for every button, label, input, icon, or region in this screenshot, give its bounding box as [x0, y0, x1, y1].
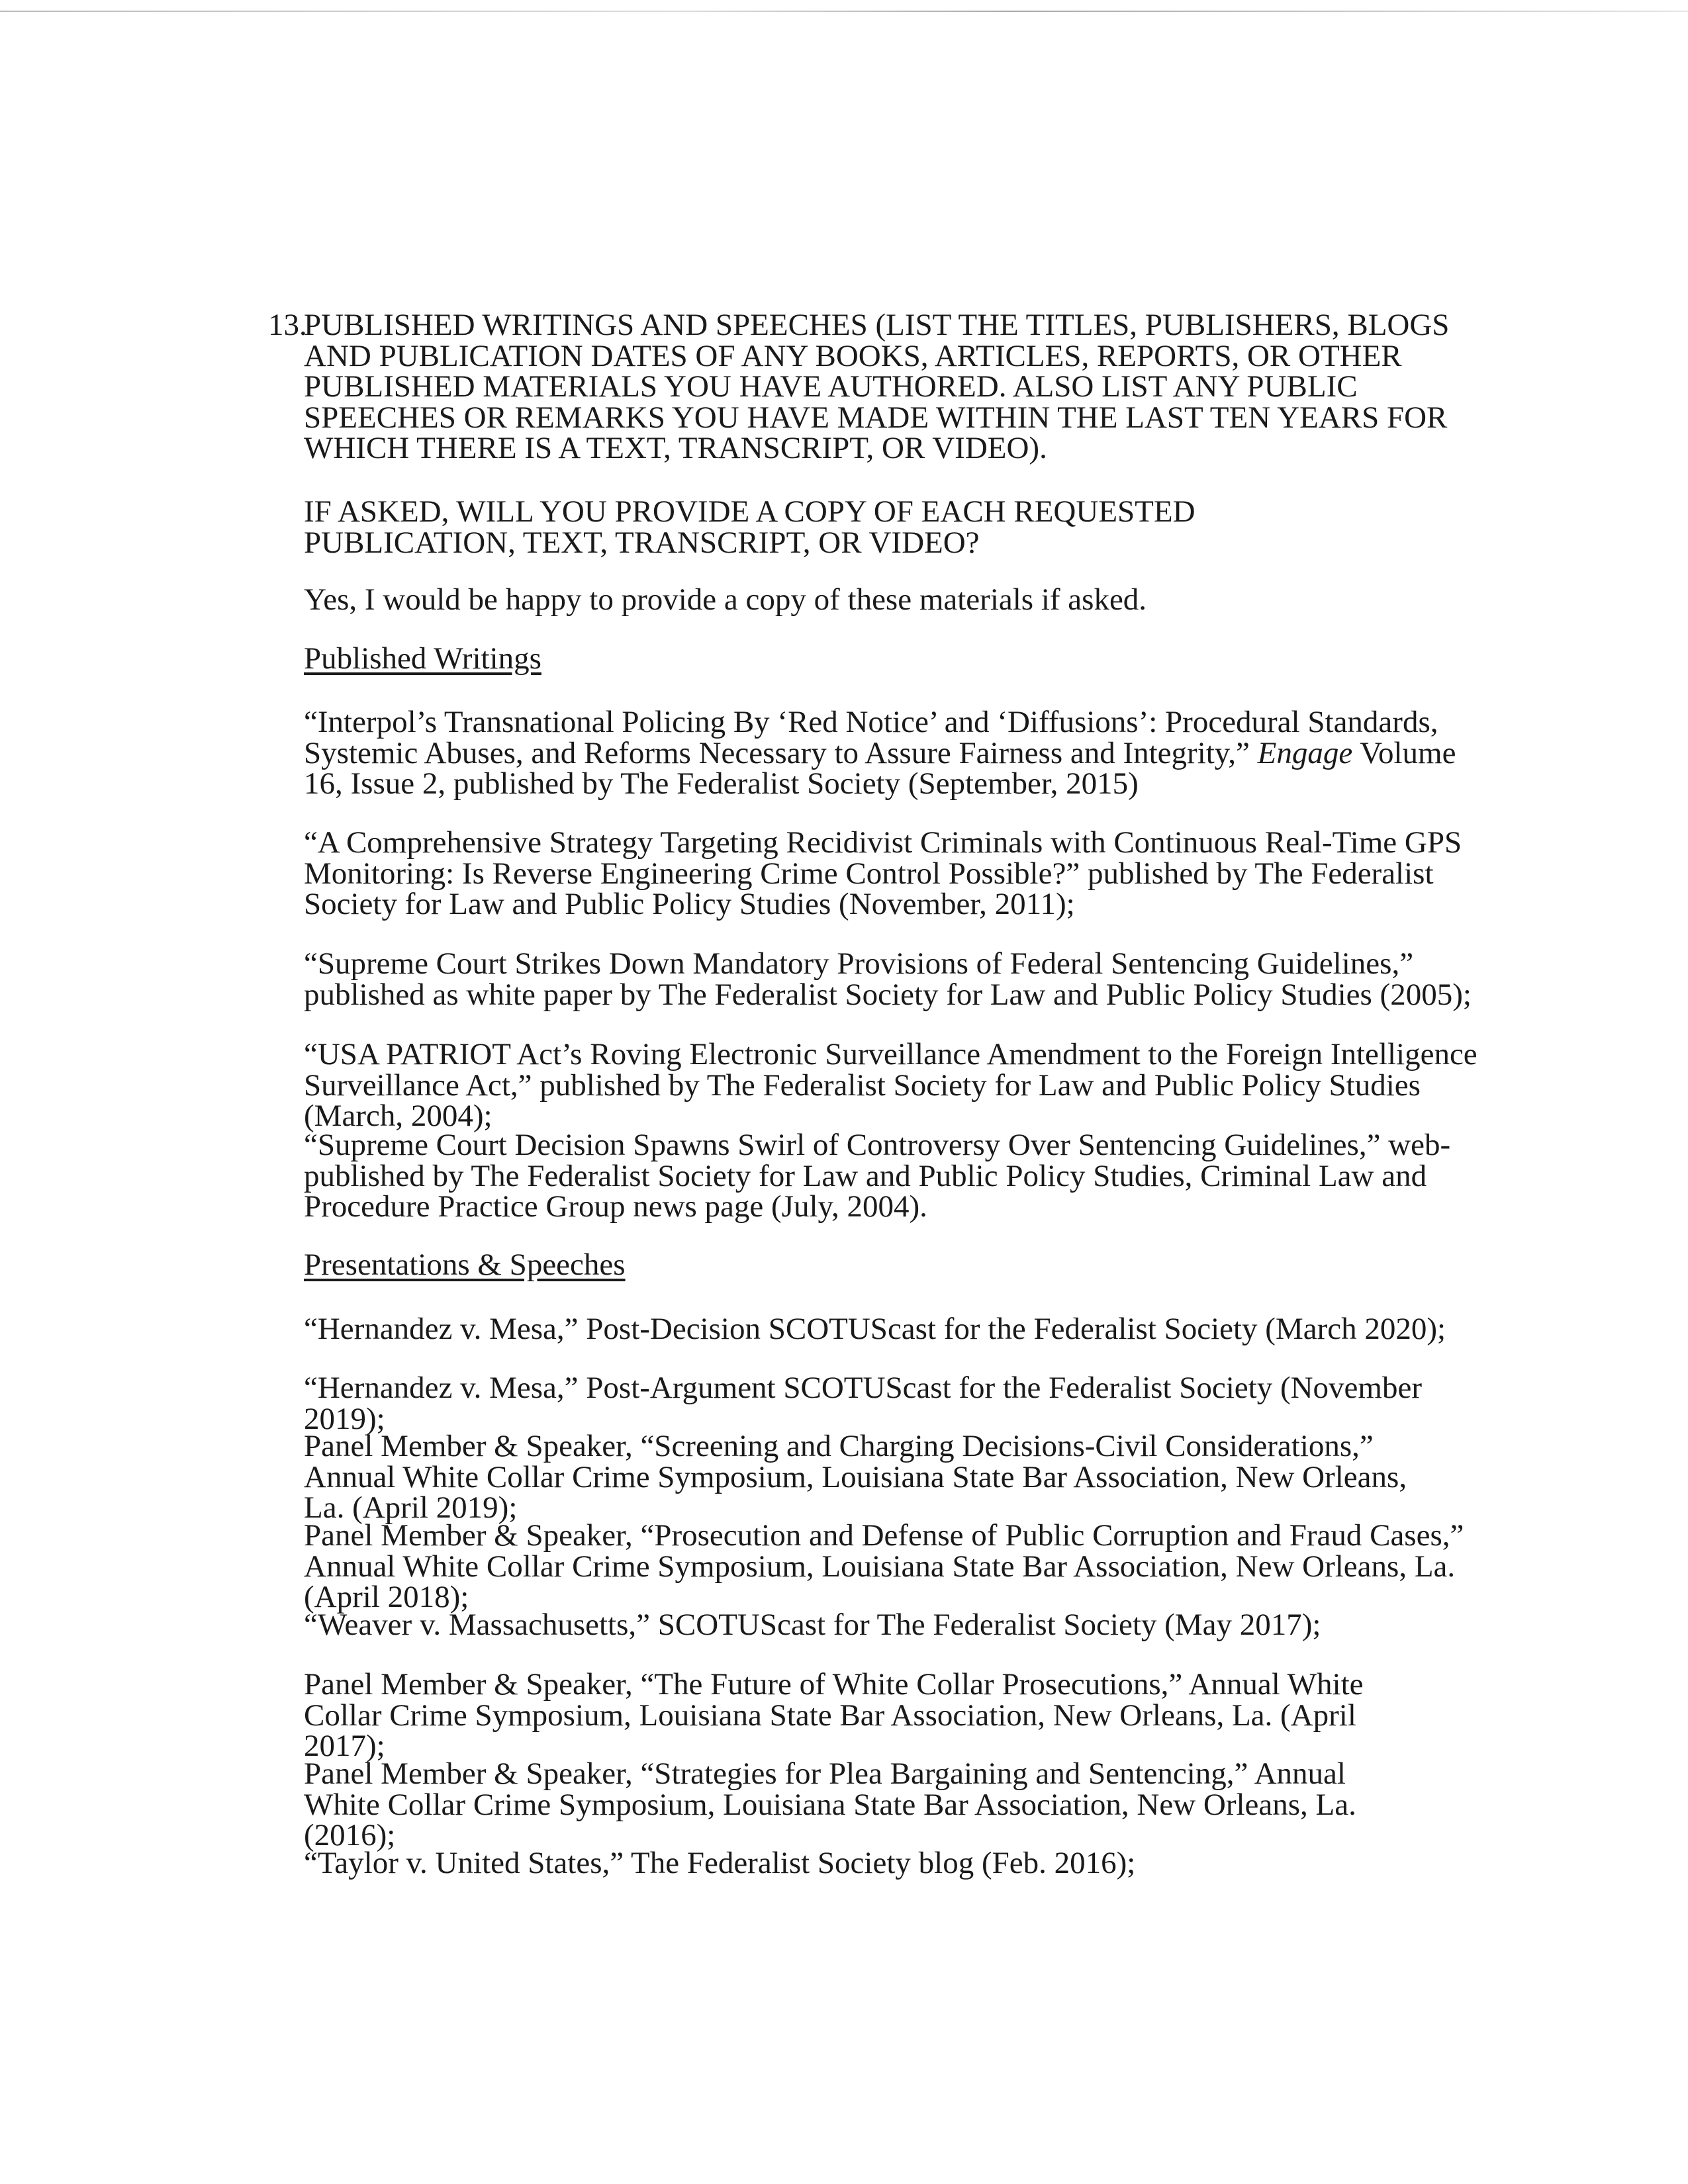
answer-text: Yes, I would be happy to provide a copy of these materials if asked.: [304, 582, 1147, 617]
question-text: PUBLISHED WRITINGS AND SPEECHES (LIST THE TITLES, PUBLISHERS, BLOGS AND PUBLICATION DATES OF ANY BOOKS, ARTICLES, REPORTS, OR OTHER PUBLISHED MATERIALS YOU HAVE AUTHORED. ALSO LIST ANY PUBLIC SPEECHES OR REMARKS YOU HAVE MADE WITHIN THE LAST TEN YEARS FOR WHICH THERE IS A TEXT, TRANSCRIPT, OR VIDEO).: [304, 308, 1450, 465]
writing-item: [304, 707, 1482, 799]
published-writings-heading: Published Writings: [304, 641, 541, 676]
writing-details: Volume 16, Issue 2, published by The Federalist Society (September, 2015): [304, 735, 1456, 801]
writing-item: “A Comprehensive Strategy Targeting Recidivist Criminals with Continuous Real-Time GPS Monitoring: Is Reverse Engineering Crime Control Possible?” published by The Federalist Society for Law and Public Policy Studies (November, 2011);: [304, 825, 1462, 921]
speech-item: “Taylor v. United States,” The Federalist Society blog (Feb. 2016);: [304, 1846, 1136, 1880]
speech-item: Panel Member & Speaker, “Prosecution and Defense of Public Corruption and Fraud Cases,” Annual White Collar Crime Symposium, Louisiana State Bar Association, New Orleans, La. (April 2018);: [304, 1518, 1464, 1614]
journal-name: Engage: [1257, 735, 1353, 770]
speech-item: Panel Member & Speaker, “The Future of White Collar Prosecutions,” Annual White Collar Crime Symposium, Louisiana State Bar Association, New Orleans, La. (April 2017);: [304, 1667, 1364, 1763]
writing-item: “Supreme Court Strikes Down Mandatory Provisions of Federal Sentencing Guidelines,” published as white paper by The Federalist Society for Law and Public Policy Studies (2005);: [304, 946, 1472, 1012]
speech-item: “Hernandez v. Mesa,” Post-Decision SCOTUScast for the Federalist Society (March 2020);: [304, 1312, 1446, 1346]
speech-item: “Weaver v. Massachusetts,” SCOTUScast for The Federalist Society (May 2017);: [304, 1608, 1321, 1642]
writing-item: “USA PATRIOT Act’s Roving Electronic Surveillance Amendment to the Foreign Intelligence Surveillance Act,” published by The Federalist Society for Law and Public Policy Studies (March, 2004);: [304, 1037, 1477, 1133]
scan-edge-line: [0, 11, 1688, 12]
speech-item: Panel Member & Speaker, “Screening and Charging Decisions-Civil Considerations,” Annual White Collar Crime Symposium, Louisiana State Bar Association, New Orleans, La. (April 2019);: [304, 1429, 1407, 1525]
followup-question: IF ASKED, WILL YOU PROVIDE A COPY OF EACH REQUESTED PUBLICATION, TEXT, TRANSCRIPT, OR VIDEO?: [304, 494, 1196, 560]
speech-item: Panel Member & Speaker, “Strategies for Plea Bargaining and Sentencing,” Annual White Collar Crime Symposium, Louisiana State Bar Association, New Orleans, La. (2016);: [304, 1756, 1356, 1852]
question-number: 13.: [268, 308, 307, 342]
speech-item: “Hernandez v. Mesa,” Post-Argument SCOTUScast for the Federalist Society (November 2019);: [304, 1371, 1422, 1436]
writing-item: “Supreme Court Decision Spawns Swirl of Controversy Over Sentencing Guidelines,” web-published by The Federalist Society for Law and Public Policy Studies, Criminal Law and Procedure Practice Group news page (July, 2004).: [304, 1128, 1451, 1224]
writing-title: “Interpol’s Transnational Policing By ‘Red Notice’ and ‘Diffusions’: Procedural Standards, Systemic Abuses, and Reforms Necessary to Assure Fairness and Integrity,”: [304, 705, 1438, 770]
presentations-heading: Presentations & Speeches: [304, 1248, 626, 1282]
